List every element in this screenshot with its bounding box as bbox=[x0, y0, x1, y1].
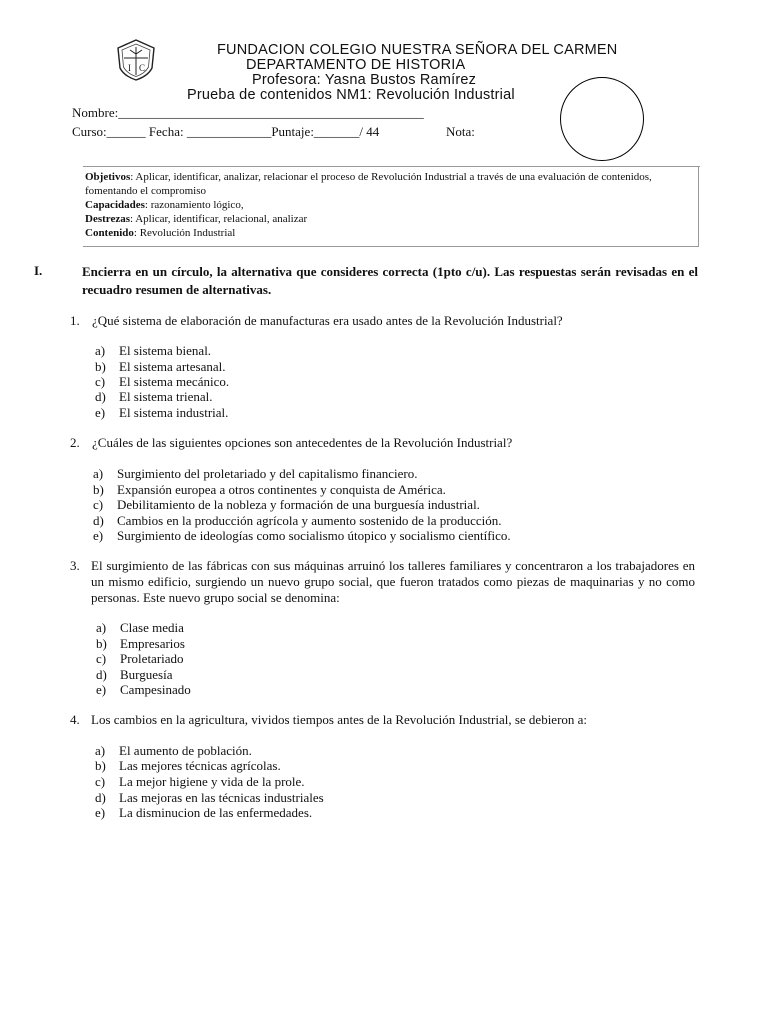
nota-label: Nota: bbox=[446, 124, 475, 139]
contenido-text: : Revolución Industrial bbox=[133, 227, 236, 239]
teacher-name: Profesora: Yasna Bustos Ramírez bbox=[252, 72, 477, 88]
q2-option-e[interactable]: e) Surgimiento de ideologías como socialismo útopico y socialismo científico. bbox=[93, 528, 511, 543]
q3-option-e[interactable]: e) Campesinado bbox=[96, 682, 191, 697]
crest-letter-i: I bbox=[128, 63, 131, 73]
q4-option-b[interactable]: b) Las mejores técnicas agrícolas. bbox=[95, 758, 281, 773]
question-4-number: 4. bbox=[70, 712, 80, 727]
question-3-text: El surgimiento de las fábricas con sus máquinas arruinó los talleres familiares y concentraron a los trabajadores en un mismo edificio, surgiendo un nuevo grupo social, que fueron tratados como piezas de maquinarias y no como personas. Este nuevo grupo social se denomina: bbox=[91, 558, 695, 605]
objectives-box bbox=[83, 167, 699, 247]
q3-option-b[interactable]: b) Empresarios bbox=[96, 636, 185, 651]
section-instruction: Encierra en un círculo, la alternativa que consideres correcta (1pto c/u). Las respuestas serán revisadas en el recuadro resumen de alternativas. bbox=[82, 264, 698, 297]
school-name: FUNDACION COLEGIO NUESTRA SEÑORA DEL CARMEN bbox=[217, 42, 618, 58]
q2-option-a[interactable]: a) Surgimiento del proletariado y del capitalismo financiero. bbox=[93, 466, 418, 481]
q3-option-d[interactable]: d) Burguesía bbox=[96, 667, 173, 682]
q1-option-b[interactable]: b) El sistema artesanal. bbox=[95, 359, 226, 374]
grade-circle bbox=[560, 77, 644, 161]
q4-option-d[interactable]: d) Las mejoras en las técnicas industriales bbox=[95, 790, 324, 805]
objetivos-row bbox=[85, 170, 694, 198]
question-1-number: 1. bbox=[70, 313, 80, 328]
destrezas-row bbox=[85, 212, 694, 226]
q4-option-c[interactable]: c) La mejor higiene y vida de la prole. bbox=[95, 774, 305, 789]
capacidades-label: Capacidades bbox=[85, 199, 145, 211]
q1-option-d[interactable]: d) El sistema trienal. bbox=[95, 389, 213, 404]
contenido-row bbox=[85, 226, 694, 240]
q4-option-e[interactable]: e) La disminucion de las enfermedades. bbox=[95, 805, 313, 820]
q2-option-c[interactable]: c) Debilitamiento de la nobleza y formación de una burguesía industrial. bbox=[93, 497, 480, 512]
q1-option-e[interactable]: e) El sistema industrial. bbox=[95, 405, 229, 420]
destrezas-label: Destrezas bbox=[85, 213, 130, 225]
question-1-text: ¿Qué sistema de elaboración de manufacturas era usado antes de la Revolución Industrial? bbox=[92, 313, 563, 328]
q1-option-c[interactable]: c) El sistema mecánico. bbox=[95, 374, 230, 389]
q4-option-a[interactable]: a) El aumento de población. bbox=[95, 743, 252, 758]
q2-option-d[interactable]: d) Cambios en la producción agrícola y aumento sostenido de la producción. bbox=[93, 513, 502, 528]
q1-option-a[interactable]: a) El sistema bienal. bbox=[95, 343, 212, 358]
crest-letter-c: C bbox=[139, 63, 146, 73]
curso-fecha-puntaje-field[interactable]: Curso:______ Fecha: _____________Puntaje:_______/ 44 bbox=[72, 124, 380, 139]
contenido-label: Contenido bbox=[85, 227, 134, 239]
section-number: I. bbox=[34, 263, 43, 278]
q3-option-a[interactable]: a) Clase media bbox=[96, 620, 184, 635]
capacidades-text: : razonamiento lógico, bbox=[144, 199, 244, 211]
q3-option-c[interactable]: c) Proletariado bbox=[96, 651, 184, 666]
capacidades-row bbox=[85, 198, 694, 212]
question-2-number: 2. bbox=[70, 435, 80, 450]
destrezas-text: : Aplicar, identificar, relacional, analizar bbox=[130, 213, 308, 225]
q2-option-b[interactable]: b) Expansión europea a otros continentes y conquista de América. bbox=[93, 482, 446, 497]
nombre-field[interactable]: Nombre:_______________________________________________ bbox=[72, 105, 424, 120]
department-name: DEPARTAMENTO DE HISTORIA bbox=[246, 57, 466, 73]
school-crest-logo bbox=[114, 38, 158, 82]
question-2-text: ¿Cuáles de las siguientes opciones son antecedentes de la Revolución Industrial? bbox=[92, 435, 513, 450]
question-3-number: 3. bbox=[70, 558, 80, 573]
objetivos-text: : Aplicar, identificar, analizar, relacionar el proceso de Revolución Industrial a través de una evaluación de contenidos, fomentando el compromiso bbox=[85, 171, 652, 197]
objetivos-label: Objetivos bbox=[85, 171, 131, 183]
question-4-text: Los cambios en la agricultura, vividos tiempos antes de la Revolución Industrial, se debieron a: bbox=[91, 712, 588, 727]
test-title: Prueba de contenidos NM1: Revolución Industrial bbox=[187, 87, 515, 103]
